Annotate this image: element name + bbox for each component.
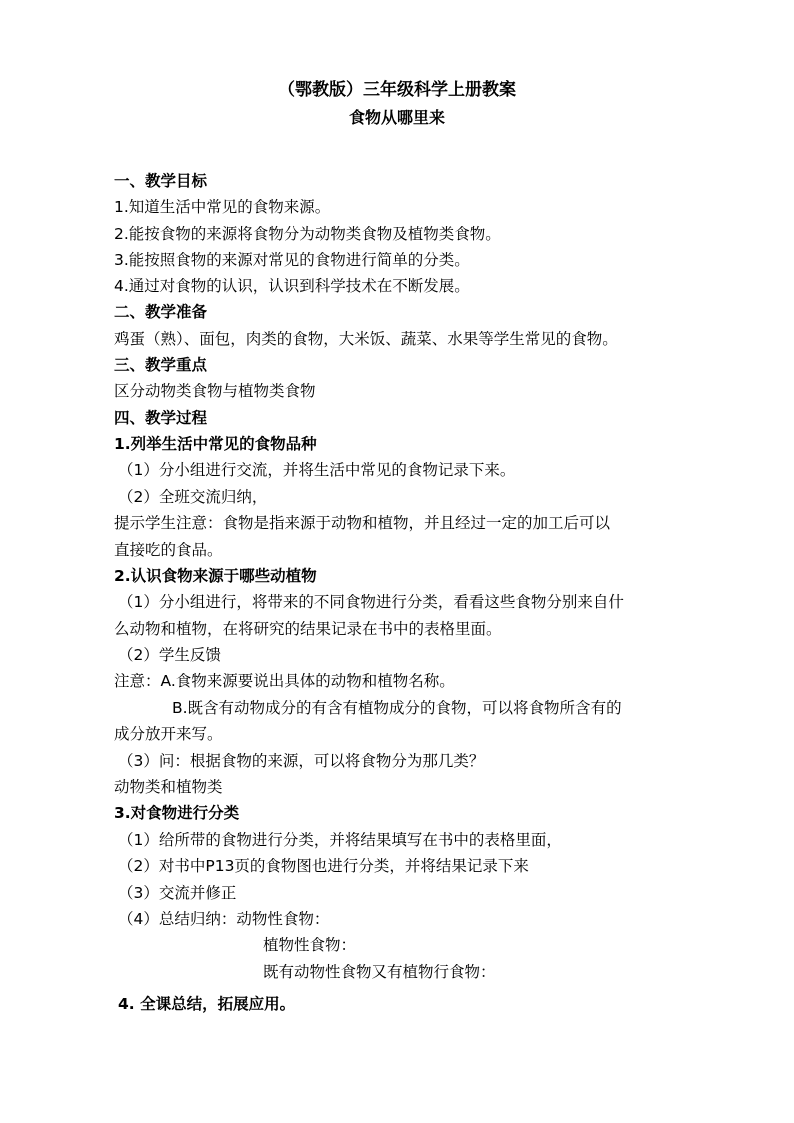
objective-item: 1.知道生活中常见的食物来源。 <box>114 198 331 216</box>
document-title: （鄂教版）三年级科学上册教案 <box>278 80 516 100</box>
preparation-text: 鸡蛋（熟）、面包，肉类的食物，大米饭、蔬菜、水果等学生常见的食物。 <box>114 330 618 348</box>
process-substep: （2）全班交流归纳， <box>118 488 268 506</box>
note-text: 提示学生注意：食物是指来源于动物和植物，并且经过一定的加工后可以 <box>114 514 611 532</box>
process-substep: （2）学生反馈 <box>118 646 221 664</box>
process-substep: （3）问：根据食物的来源，可以将食物分为那几类？ <box>118 752 485 770</box>
note-text-continued: 成分放开来写。 <box>114 725 223 743</box>
process-substep: （3）交流并修正 <box>118 884 237 902</box>
objective-item: 2.能按食物的来源将食物分为动物类食物及植物类食物。 <box>114 225 501 243</box>
note-text-continued: 直接吃的食品。 <box>114 541 223 559</box>
section-heading-key-points: 三、教学重点 <box>114 356 208 374</box>
document-subtitle: 食物从哪里来 <box>348 108 445 127</box>
section-heading-process: 四、教学过程 <box>114 409 208 427</box>
process-substep: （2）对书中P13页的食物图也进行分类，并将结果记录下来 <box>118 857 529 875</box>
objective-item: 4.通过对食物的认识，认识到科学技术在不断发展。 <box>114 277 470 295</box>
summary-category: 既有动物性食物又有植物行食物： <box>263 963 496 981</box>
key-point-text: 区分动物类食物与植物类食物 <box>114 382 316 400</box>
section-heading-objectives: 一、教学目标 <box>114 172 208 190</box>
process-substep: （4）总结归纳：动物性食物： <box>118 910 330 928</box>
answer-text: 动物类和植物类 <box>114 778 223 796</box>
process-substep-continued: 么动物和植物，在将研究的结果记录在书中的表格里面。 <box>114 620 502 638</box>
process-substep: （1）分小组进行，将带来的不同食物进行分类，看看这些食物分别来自什 <box>118 593 624 611</box>
objective-item: 3.能按照食物的来源对常见的食物进行简单的分类。 <box>114 251 470 269</box>
note-text: 注意：A.食物来源要说出具体的动物和植物名称。 <box>114 672 455 690</box>
process-step-heading: 4. 全课总结，拓展应用。 <box>118 995 296 1013</box>
process-step-heading: 2.认识食物来源于哪些动植物 <box>114 567 317 585</box>
process-substep: （1）给所带的食物进行分类，并将结果填写在书中的表格里面， <box>118 831 562 849</box>
process-substep: （1）分小组进行交流，并将生活中常见的食物记录下来。 <box>118 461 516 479</box>
summary-category: 植物性食物： <box>263 936 357 954</box>
section-heading-preparation: 二、教学准备 <box>114 303 208 321</box>
process-step-heading: 3.对食物进行分类 <box>114 804 240 822</box>
note-text-b: B.既含有动物成分的有含有植物成分的食物，可以将食物所含有的 <box>172 699 622 717</box>
process-step-heading: 1.列举生活中常见的食物品种 <box>114 435 317 453</box>
